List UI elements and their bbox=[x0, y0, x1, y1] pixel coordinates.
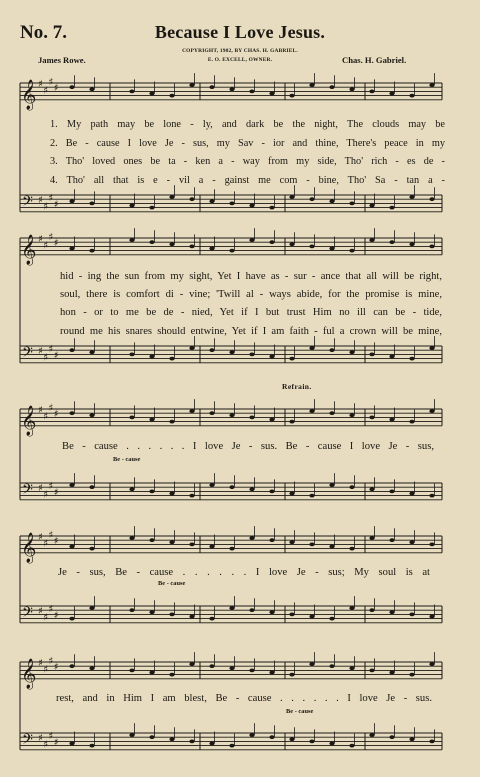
system-5-treble-note bbox=[129, 669, 134, 673]
system-5-bass-note bbox=[289, 737, 294, 741]
system-1-bass-note bbox=[409, 195, 414, 199]
system-3-bass-note bbox=[249, 487, 254, 491]
system-2-bass-note bbox=[429, 346, 434, 350]
system-1-bass-note bbox=[169, 195, 174, 199]
system-5-treble-sharp: ♯ bbox=[38, 658, 43, 669]
system-5-bass-note bbox=[329, 742, 334, 746]
system-1-bass-note bbox=[369, 204, 374, 208]
system-3-treble-note bbox=[409, 420, 414, 424]
system-4-bass-clef: 𝄢 bbox=[22, 604, 33, 625]
verse-2-line-1: 2. Be - cause I love Je - sus, my Sav - ior and thine, There's peace in my bbox=[50, 138, 445, 149]
system-5-bass-note bbox=[409, 737, 414, 741]
system-5-bass-note bbox=[229, 744, 234, 748]
system-1-bass-sharp: ♯ bbox=[43, 201, 49, 213]
system-5-treble-note bbox=[289, 673, 294, 677]
system-3-bass-note bbox=[349, 485, 354, 489]
system-3-treble-note bbox=[89, 413, 94, 417]
verse-4-line-1: 4. Tho' all that is e - vil a - gainst me com - bine, Tho' Sa - tan a - bbox=[50, 175, 445, 186]
system-2-bass-clef: 𝄢 bbox=[22, 344, 33, 365]
system-1-treble-note bbox=[309, 83, 314, 87]
system-2-bass-note bbox=[169, 357, 174, 361]
system-4-bass-sharp: ♯ bbox=[53, 610, 59, 622]
system-5-bass-note bbox=[169, 737, 174, 741]
system-5-treble-note bbox=[89, 666, 94, 670]
system-1-bass-sharp: ♯ bbox=[53, 199, 59, 211]
system-1-treble-sharp: ♯ bbox=[53, 83, 59, 95]
system-1-bass-note bbox=[269, 206, 274, 210]
system-2-treble-note bbox=[69, 247, 74, 251]
system-5-bass-note bbox=[189, 740, 194, 744]
system-1-treble-note bbox=[409, 94, 414, 98]
system-5-treble-note bbox=[309, 662, 314, 666]
system-4-bass-note bbox=[69, 617, 74, 621]
system-3-treble-note bbox=[329, 411, 334, 415]
system-4-bass-note bbox=[189, 615, 194, 619]
system-4-treble-note bbox=[309, 543, 314, 547]
system-1-treble-note bbox=[269, 92, 274, 96]
system-5-treble-note bbox=[429, 662, 434, 666]
system-1-treble-clef: 𝄞 bbox=[21, 79, 37, 110]
system-1-bass-sharp: ♯ bbox=[48, 193, 54, 205]
system-5-bass-note bbox=[349, 744, 354, 748]
system-4-treble-sharp: ♯ bbox=[53, 536, 59, 548]
system-3-bass-note bbox=[389, 490, 394, 494]
system-4-bass-note bbox=[389, 610, 394, 614]
system-1-treble-note bbox=[69, 85, 74, 89]
system-5-treble-note bbox=[389, 671, 394, 675]
system-3-bass-note bbox=[329, 483, 334, 487]
system-5-bass-sharp: ♯ bbox=[48, 731, 54, 743]
system-1-bass-note bbox=[289, 195, 294, 199]
system-1-treble-note bbox=[389, 92, 394, 96]
system-2-treble-clef: 𝄞 bbox=[21, 234, 37, 265]
system-4-treble-note bbox=[189, 543, 194, 547]
system-3-treble-note bbox=[69, 411, 74, 415]
system-5-treble-note bbox=[189, 662, 194, 666]
system-5-bass-note bbox=[389, 735, 394, 739]
system-1-treble-note bbox=[149, 92, 154, 96]
system-5-treble-sharp: ♯ bbox=[43, 664, 49, 676]
system-5-bass-sharp: ♯ bbox=[53, 737, 59, 749]
system-1-bass-note bbox=[89, 202, 94, 206]
system-5-treble-note bbox=[409, 673, 414, 677]
system-3-bass-note bbox=[209, 483, 214, 487]
system-3-bass-sharp: ♯ bbox=[48, 481, 54, 493]
system-4-treble-sharp: ♯ bbox=[43, 538, 49, 550]
system-2-treble-note bbox=[129, 238, 134, 242]
system-2-bass-note bbox=[149, 355, 154, 359]
system-1-treble-note bbox=[169, 94, 174, 98]
system-5-treble-note bbox=[209, 664, 214, 668]
system-5-bass-note bbox=[369, 733, 374, 737]
system-4-bass-note bbox=[249, 608, 254, 612]
system-3-treble-note bbox=[349, 413, 354, 417]
system-3-bass-note bbox=[369, 487, 374, 491]
system-1-treble-note bbox=[289, 94, 294, 98]
system-1-treble-note bbox=[209, 85, 214, 89]
verse-3-line-1: 3. Tho' loved ones be ta - ken a - way from my side, Tho' rich - es de - bbox=[50, 156, 445, 167]
system-4-bass-note bbox=[229, 606, 234, 610]
system-1-treble-note bbox=[229, 87, 234, 91]
system-4-bass-note bbox=[329, 617, 334, 621]
system-3-bass-note bbox=[189, 494, 194, 498]
system-2-bass-note bbox=[409, 357, 414, 361]
refrain-line-1: Be - cause . . . . . . I love Je - sus. Be - cause I love Je - sus, bbox=[62, 441, 434, 452]
system-5-bass-note bbox=[149, 735, 154, 739]
system-2-bass-note bbox=[349, 350, 354, 354]
system-3-treble-note bbox=[249, 416, 254, 420]
refrain-line-2: Je - sus, Be - cause . . . . . . I love Je - sus; My soul is at bbox=[58, 567, 430, 578]
system-1-bass-note bbox=[129, 204, 134, 208]
system-2-bass-note bbox=[69, 348, 74, 352]
system-4-bass-note bbox=[369, 608, 374, 612]
system-1-bass-note bbox=[389, 206, 394, 210]
system-2-treble-note bbox=[209, 247, 214, 251]
system-3-treble-clef: 𝄞 bbox=[21, 405, 37, 436]
system-5-bass-note bbox=[129, 733, 134, 737]
system-1-bass-note bbox=[189, 197, 194, 201]
system-3-bass-note bbox=[289, 492, 294, 496]
system-4-treble-note bbox=[429, 543, 434, 547]
hymn-title: Because I Love Jesus. bbox=[154, 22, 326, 42]
system-1-treble-note bbox=[429, 83, 434, 87]
system-1-bass-clef: 𝄢 bbox=[22, 193, 33, 214]
system-3-treble-note bbox=[149, 418, 154, 422]
system-5-bass-note bbox=[69, 742, 74, 746]
system-3-treble-note bbox=[129, 416, 134, 420]
verse-1-line-2: hid - ing the sun from my sight, Yet I have as - sur - ance that all will be right, bbox=[60, 271, 442, 282]
system-3-bass-note bbox=[149, 490, 154, 494]
system-5-treble-note bbox=[169, 673, 174, 677]
system-2-bass-sharp: ♯ bbox=[48, 344, 54, 356]
system-5-bass-sharp: ♯ bbox=[43, 739, 49, 751]
system-4-bass-note bbox=[209, 617, 214, 621]
system-3-bass-note bbox=[269, 490, 274, 494]
system-2-treble-note bbox=[249, 238, 254, 242]
system-4-bass-note bbox=[309, 615, 314, 619]
system-4-treble-note bbox=[389, 538, 394, 542]
system-5-treble-sharp: ♯ bbox=[53, 662, 59, 674]
system-4-treble-note bbox=[209, 545, 214, 549]
system-4-treble-note bbox=[229, 547, 234, 551]
system-1-treble-note bbox=[189, 83, 194, 87]
system-2-treble-note bbox=[309, 245, 314, 249]
system-5-treble-note bbox=[229, 666, 234, 670]
system-3-treble-note bbox=[429, 409, 434, 413]
system-3-treble-note bbox=[369, 416, 374, 420]
system-4-treble-note bbox=[349, 547, 354, 551]
system-4-treble-note bbox=[369, 536, 374, 540]
system-5-bass-sharp: ♯ bbox=[38, 733, 43, 745]
system-4-treble-note bbox=[69, 545, 74, 549]
system-4-treble-sharp: ♯ bbox=[48, 529, 54, 541]
system-4-bass-note bbox=[129, 608, 134, 612]
system-4-bass-note bbox=[289, 613, 294, 617]
system-2-treble-note bbox=[189, 245, 194, 249]
system-3-bass-clef: 𝄢 bbox=[22, 481, 33, 502]
system-3-treble-note bbox=[209, 411, 214, 415]
copyright-line-2: E. O. EXCELL, OWNER. bbox=[207, 57, 273, 63]
system-2-bass-note bbox=[229, 350, 234, 354]
system-2-bass-note bbox=[209, 348, 214, 352]
system-3-treble-note bbox=[289, 420, 294, 424]
system-3-bass-note bbox=[229, 485, 234, 489]
system-3-treble-note bbox=[189, 409, 194, 413]
system-5-bass-note bbox=[249, 733, 254, 737]
system-4-treble-note bbox=[89, 547, 94, 551]
copyright-line-1: COPYRIGHT, 1902, BY CHAS. H. GABRIEL. bbox=[182, 48, 298, 54]
system-3-bass-sharp: ♯ bbox=[38, 483, 43, 495]
system-2-treble-note bbox=[389, 240, 394, 244]
system-4-treble-note bbox=[129, 536, 134, 540]
system-5-treble-note bbox=[369, 669, 374, 673]
system-2-treble-note bbox=[369, 238, 374, 242]
system-3-bass-note bbox=[169, 492, 174, 496]
system-2-treble-note bbox=[409, 242, 414, 246]
system-2-treble-note bbox=[149, 240, 154, 244]
bass-echo-1: Be - cause bbox=[113, 456, 141, 463]
system-2-bass-note bbox=[309, 346, 314, 350]
system-3-bass-sharp: ♯ bbox=[53, 487, 59, 499]
system-3-treble-note bbox=[309, 409, 314, 413]
system-2-bass-note bbox=[189, 346, 194, 350]
system-3-bass-note bbox=[309, 494, 314, 498]
system-4-bass-note bbox=[89, 606, 94, 610]
system-1-bass-note bbox=[429, 197, 434, 201]
verse-4-line-2: round me his snares should entwine, Yet if I am faith - ful a crown will be mine, bbox=[60, 326, 442, 337]
verse-3-line-2: hon - or to me be de - nied, Yet if I but trust Him no ill can be - tide, bbox=[60, 307, 442, 318]
system-4-treble-note bbox=[329, 545, 334, 549]
system-1-treble-sharp: ♯ bbox=[43, 85, 49, 97]
system-3-bass-note bbox=[69, 483, 74, 487]
system-2-bass-sharp: ♯ bbox=[43, 352, 49, 364]
system-2-bass-note bbox=[289, 357, 294, 361]
system-2-treble-note bbox=[289, 242, 294, 246]
system-1-bass-note bbox=[249, 204, 254, 208]
system-3-treble-sharp: ♯ bbox=[48, 402, 54, 414]
system-5-treble-sharp: ♯ bbox=[48, 655, 54, 667]
system-3-treble-sharp: ♯ bbox=[43, 411, 49, 423]
system-4-treble-note bbox=[169, 540, 174, 544]
hymn-number: No. 7. bbox=[20, 22, 67, 43]
system-1-bass-sharp: ♯ bbox=[38, 195, 43, 207]
system-2-bass-sharp: ♯ bbox=[53, 350, 59, 362]
system-2-bass-sharp: ♯ bbox=[38, 346, 43, 358]
system-1-treble-note bbox=[369, 90, 374, 94]
system-1-treble-note bbox=[129, 90, 134, 94]
system-3-treble-note bbox=[389, 418, 394, 422]
system-2-bass-note bbox=[369, 353, 374, 357]
refrain-label: Refrain. bbox=[282, 382, 312, 391]
system-2-treble-note bbox=[429, 245, 434, 249]
system-2-bass-note bbox=[249, 353, 254, 357]
system-4-bass-note bbox=[409, 613, 414, 617]
system-1-bass-note bbox=[309, 197, 314, 201]
system-4-treble-note bbox=[149, 538, 154, 542]
bass-echo-3: Be - cause bbox=[286, 708, 314, 715]
composer-credit: Chas. H. Gabriel. bbox=[342, 55, 407, 65]
system-4-treble-note bbox=[249, 536, 254, 540]
system-2-treble-note bbox=[269, 240, 274, 244]
system-3-treble-sharp: ♯ bbox=[53, 409, 59, 421]
system-1-treble-note bbox=[249, 90, 254, 94]
lyricist-credit: James Rowe. bbox=[38, 55, 86, 65]
system-4-bass-sharp: ♯ bbox=[38, 606, 43, 618]
system-2-bass-note bbox=[329, 348, 334, 352]
system-1-treble-sharp: ♯ bbox=[48, 76, 54, 88]
system-4-bass-note bbox=[429, 615, 434, 619]
system-5-treble-note bbox=[69, 664, 74, 668]
system-3-bass-note bbox=[409, 492, 414, 496]
system-1-treble-sharp: ♯ bbox=[38, 79, 43, 90]
system-2-treble-note bbox=[89, 249, 94, 253]
system-5-bass-note bbox=[89, 744, 94, 748]
system-1-bass-note bbox=[69, 199, 74, 203]
system-5-treble-note bbox=[249, 669, 254, 673]
system-2-treble-note bbox=[169, 242, 174, 246]
system-4-treble-note bbox=[409, 540, 414, 544]
system-3-bass-note bbox=[429, 494, 434, 498]
system-5-treble-note bbox=[349, 666, 354, 670]
system-5-bass-note bbox=[429, 740, 434, 744]
system-3-treble-note bbox=[229, 413, 234, 417]
bass-echo-2: Be - cause bbox=[158, 580, 186, 587]
system-2-bass-note bbox=[129, 353, 134, 357]
system-3-bass-note bbox=[129, 487, 134, 491]
system-1-bass-note bbox=[149, 206, 154, 210]
system-2-treble-sharp: ♯ bbox=[38, 234, 43, 245]
verse-2-line-2: soul, there is comfort di - vine; 'Twill al - ways abide, for the promise is mine, bbox=[60, 289, 442, 300]
system-4-treble-sharp: ♯ bbox=[38, 532, 43, 543]
system-2-bass-note bbox=[389, 355, 394, 359]
system-2-bass-note bbox=[89, 350, 94, 354]
system-3-treble-sharp: ♯ bbox=[38, 405, 43, 416]
system-1-treble-note bbox=[89, 87, 94, 91]
system-5-bass-note bbox=[309, 740, 314, 744]
system-2-treble-note bbox=[329, 247, 334, 251]
system-1-treble-note bbox=[349, 87, 354, 91]
system-2-treble-note bbox=[229, 249, 234, 253]
verse-1-line-1: 1. My path may be lone - ly, and dark be the night, The clouds may be bbox=[50, 119, 445, 130]
system-5-bass-note bbox=[209, 742, 214, 746]
system-1-bass-note bbox=[229, 202, 234, 206]
system-5-treble-clef: 𝄞 bbox=[21, 658, 37, 689]
refrain-line-3: rest, and in Him I am blest, Be - cause . . . . . . I love Je - sus. bbox=[56, 693, 432, 704]
system-1-bass-note bbox=[209, 199, 214, 203]
system-4-treble-note bbox=[269, 538, 274, 542]
system-3-bass-note bbox=[89, 485, 94, 489]
system-5-treble-note bbox=[329, 664, 334, 668]
system-4-treble-note bbox=[289, 540, 294, 544]
system-4-bass-note bbox=[349, 606, 354, 610]
system-5-treble-note bbox=[269, 671, 274, 675]
system-5-bass-clef: 𝄢 bbox=[22, 731, 33, 752]
system-3-bass-sharp: ♯ bbox=[43, 489, 49, 501]
system-2-bass-note bbox=[269, 355, 274, 359]
system-5-bass-note bbox=[269, 735, 274, 739]
system-4-bass-sharp: ♯ bbox=[43, 612, 49, 624]
system-2-treble-note bbox=[349, 249, 354, 253]
system-1-bass-note bbox=[349, 202, 354, 206]
system-2-treble-sharp: ♯ bbox=[53, 238, 59, 250]
system-4-bass-note bbox=[149, 610, 154, 614]
system-4-bass-note bbox=[269, 610, 274, 614]
system-4-bass-note bbox=[169, 613, 174, 617]
system-2-treble-sharp: ♯ bbox=[48, 231, 54, 243]
system-3-treble-note bbox=[169, 420, 174, 424]
system-3-treble-note bbox=[269, 418, 274, 422]
system-5-treble-note bbox=[149, 671, 154, 675]
system-2-treble-sharp: ♯ bbox=[43, 240, 49, 252]
system-4-treble-clef: 𝄞 bbox=[21, 532, 37, 563]
system-4-bass-sharp: ♯ bbox=[48, 604, 54, 616]
system-1-treble-note bbox=[329, 85, 334, 89]
system-1-bass-note bbox=[329, 199, 334, 203]
